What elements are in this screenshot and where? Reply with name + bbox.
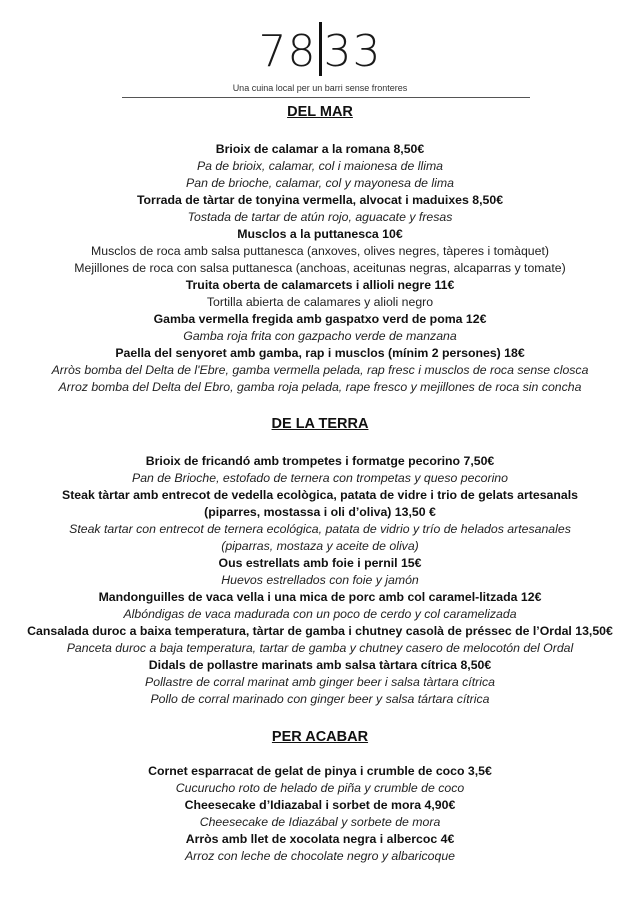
header-divider [122, 97, 530, 98]
logo-divider [319, 22, 322, 76]
dish-description: Steak tartar con entrecot de ternera ecológica, patata de vidrio y trío de helados artesanales [69, 522, 571, 536]
dish-description: Tostada de tartar de atún rojo, aguacate y fresas [187, 210, 453, 224]
dish-description: Huevos estrellados con foie y jamón [221, 573, 419, 587]
dish-description: Pollastre de corral marinat amb ginger beer i salsa tàrtara cítrica [145, 675, 495, 689]
dish-name: Brioix de fricandó amb trompetes i formatge pecorino 7,50€ [145, 454, 495, 468]
dish-name: Cansalada duroc a baixa temperatura, tàrtar de gamba i chutney casolà de préssec de l’Ordal 13,50€ [27, 624, 613, 638]
tagline: Una cuina local per un barri sense fronteres [232, 83, 408, 93]
dish-description: Arroz bomba del Delta del Ebro, gamba roja pelada, rape fresco y mejillones de roca sin concha [58, 380, 582, 394]
dish-description: Arroz con leche de chocolate negro y albaricoque [184, 849, 455, 863]
dish-description: Pan de Brioche, estofado de ternera con trompetas y queso pecorino [132, 471, 508, 485]
dish-name: Mandonguilles de vaca vella i una mica de porc amb col caramel-litzada 12€ [98, 590, 542, 604]
dish-name: Musclos a la puttanesca 10€ [237, 227, 403, 241]
dish-description: Pan de brioche, calamar, col y mayonesa de lima [186, 176, 454, 190]
dish-name: Cheesecake d’Idiazabal i sorbet de mora 4,90€ [184, 798, 456, 812]
section-heading: DEL MAR [287, 104, 353, 120]
section-de-la-terra [0, 414, 640, 708]
section-heading: PER ACABAR [271, 729, 369, 745]
dish-description: Cheesecake de Idiazábal y sorbete de mora [199, 815, 441, 829]
logo-left: 78 [258, 26, 317, 77]
restaurant-logo [0, 22, 640, 78]
dish-name: Steak tàrtar amb entrecot de vedella ecològica, patata de vidre i trio de gelats artesanals [62, 488, 578, 502]
dish-name: Cornet esparracat de gelat de pinya i crumble de coco 3,5€ [148, 764, 492, 778]
dish-description: (piparras, mostaza y aceite de oliva) [221, 539, 419, 553]
dish-description: Musclos de roca amb salsa puttanesca (anxoves, olives negres, tàperes i tomàquet) [91, 244, 549, 258]
dish-name: Truita oberta de calamarcets i allioli negre 11€ [185, 278, 455, 292]
dish-name: Gamba vermella fregida amb gaspatxo verd de poma 12€ [153, 312, 487, 326]
logo-right: 33 [323, 26, 382, 77]
dish-name: Paella del senyoret amb gamba, rap i musclos (mínim 2 persones) 18€ [115, 346, 525, 360]
dish-name: Ous estrellats amb foie i pernil 15€ [218, 556, 422, 570]
dish-description: Albóndigas de vaca madurada con un poco de cerdo y col caramelizada [123, 607, 517, 621]
section-per-acabar [0, 727, 640, 865]
dish-description: Gamba roja frita con gazpacho verde de manzana [183, 329, 457, 343]
dish-name: Arròs amb llet de xocolata negra i albercoc 4€ [185, 832, 455, 846]
dish-description: Mejillones de roca con salsa puttanesca (anchoas, aceitunas negras, alcaparras y tomate) [74, 261, 566, 275]
dish-description: Tortilla abierta de calamares y alioli negro [206, 295, 434, 309]
dish-name: Torrada de tàrtar de tonyina vermella, alvocat i maduixes 8,50€ [136, 193, 504, 207]
dish-name: Didals de pollastre marinats amb salsa tàrtara cítrica 8,50€ [148, 658, 492, 672]
section-heading: DE LA TERRA [271, 416, 369, 432]
dish-name: (piparres, mostassa i oli d’oliva) 13,50 € [204, 505, 436, 519]
dish-description: Pollo de corral marinado con ginger beer y salsa tártara cítrica [150, 692, 490, 706]
dish-description: Cucurucho roto de helado de piña y crumble de coco [175, 781, 465, 795]
dish-description: Arròs bomba del Delta de l'Ebre, gamba vermella pelada, rap fresc i musclos de roca sense closca [51, 363, 589, 377]
dish-description: Pa de brioix, calamar, col i maionesa de llima [196, 159, 444, 173]
dish-description: Panceta duroc a baja temperatura, tartar de gamba y chutney casero de melocotón del Ordal [66, 641, 574, 655]
section-del-mar [0, 102, 640, 396]
dish-name: Brioix de calamar a la romana 8,50€ [215, 142, 425, 156]
